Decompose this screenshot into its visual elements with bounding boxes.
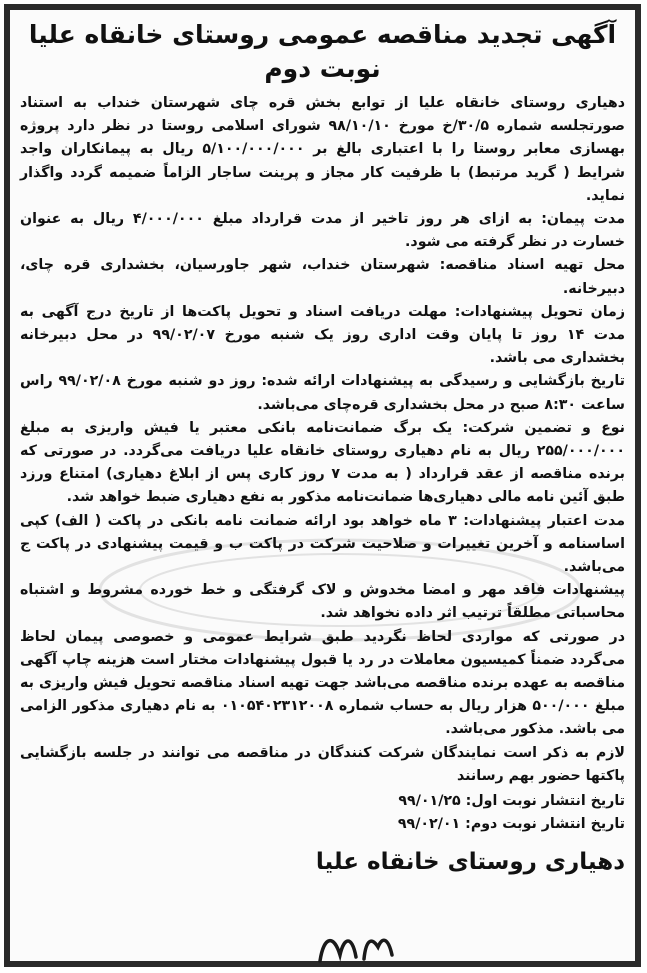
paragraph-attendance: لازم به ذکر است نمایندگان شرکت کنندگان در مناقصه می توانند در جلسه بازگشایی پاکتها حضور بهم رسانند — [20, 744, 625, 784]
paragraph-documents-location: محل تهیه اسناد مناقصه: شهرستان خنداب، شهر جاورسیان، بخشداری قره چای، دبیرخانه. — [20, 257, 625, 297]
paragraph-conditions: در صورتی که مواردی لحاظ نگردید طبق شرایط عمومی و خصوصی پیمان لحاظ می‌گردد ضمناً کمیسیون معاملات در رد یا قبول پیشنهادات مختار است هزینه چاپ آگهی مناقصه به عهده برنده مناقصه می‌باشد جهت تهیه اسناد مناقصه تحویل فیش واریزی به مبلغ ۵۰۰/۰۰۰ هزار ریال به حساب شماره ۰۱۰۵۴۰۲۳۱۲۰۰۸ به نام دهیاری مذکور الزامی می باشد. مذکور می‌باشد. — [20, 628, 625, 738]
paragraph-contract-period: مدت پیمان: به ازای هر روز تاخیر از مدت قرارداد مبلغ ۴/۰۰۰/۰۰۰ ریال به عنوان خسارت در نظر گرفته می شود. — [20, 211, 625, 251]
paragraph-invalid-bids: پیشنهادات فاقد مهر و امضا مخدوش و لاک گرفتگی و خط خورده مشروط و اشتباه محاسباتی مطلقاً ترتیب اثر داده نخواهد شد. — [20, 582, 625, 622]
paragraph-validity: مدت اعتبار پیشنهادات: ۳ ماه خواهد بود ارائه ضمانت نامه بانکی در پاکت ( الف) کپی اساسنامه و آخرین تغییرات و صلاحیت شرکت در پاکت ب و قیمت پیشنهادی در پاکت ج می‌باشد. — [20, 512, 625, 576]
first-publication-date: تاریخ انتشار نوبت اول: ۹۹/۰۱/۲۵ — [398, 793, 625, 810]
paragraph-delivery-time: زمان تحویل پیشنهادات: مهلت دریافت اسناد و تحویل پاکت‌ها از تاریخ درج آگهی به مدت ۱۴ روز تا پایان وقت اداری روز یک شنبه مورخ ۹۹/۰۲/۰۷ در محل دبیرخانه بخشداری می باشد. — [20, 303, 625, 367]
notice-body — [20, 18, 625, 953]
notice-title: آگهی تجدید مناقصه عمومی روستای خانقاه علیا نوبت دوم — [28, 20, 617, 83]
paragraph-guarantee: نوع و تضمین شرکت: یک برگ ضمانت‌نامه بانکی معتبر یا فیش واریزی به مبلغ ۲۵۵/۰۰۰/۰۰۰ ریال به نام دهیاری روستای خانقاه علیا دریافت می‌گردد. در صورتی که برنده مناقصه از عقد قرارداد ( به مدت ۷ روز کاری پس از ابلاغ دهیاری) امتناع ورزد طبق آئین نامه مالی دهیاری‌ها ضمانت‌نامه مذکور به نفع دهیاری ضبط خواهد شد. — [20, 419, 625, 506]
handwritten-number-mark — [312, 925, 402, 969]
notice-frame — [4, 4, 641, 967]
second-publication-date: تاریخ انتشار نوبت دوم: ۹۹/۰۲/۰۱ — [397, 816, 625, 833]
publication-dates — [20, 790, 625, 836]
signature: دهیاری روستای خانقاه علیا — [315, 848, 625, 875]
paragraph-opening-date: تاریخ بازگشایی و رسیدگی به پیشنهادات ارائه شده: روز دو شنبه مورخ ۹۹/۰۲/۰۸ راس ساعت ۸:۳۰ صبح در محل بخشداری قره‌چای می‌باشد. — [20, 373, 625, 413]
paragraph-intro: دهیاری روستای خانقاه علیا از توابع بخش قره چای شهرستان خنداب به استناد صورتجلسه شماره ۳۰/۵/خ مورخ ۹۸/۱۰/۱۰ شورای اسلامی روستا در نظر دارد پروژه بهسازی معابر روستا را با اعتباری بالغ بر ۵/۱۰۰/۰۰۰/۰۰۰ ریال به پیمانکاران واجد شرایط ( گرید مرتبط) با ظرفیت کار مجاز و پرینت ساجار الزاماً ضمیمه گردد واگذار نماید. — [20, 95, 626, 204]
